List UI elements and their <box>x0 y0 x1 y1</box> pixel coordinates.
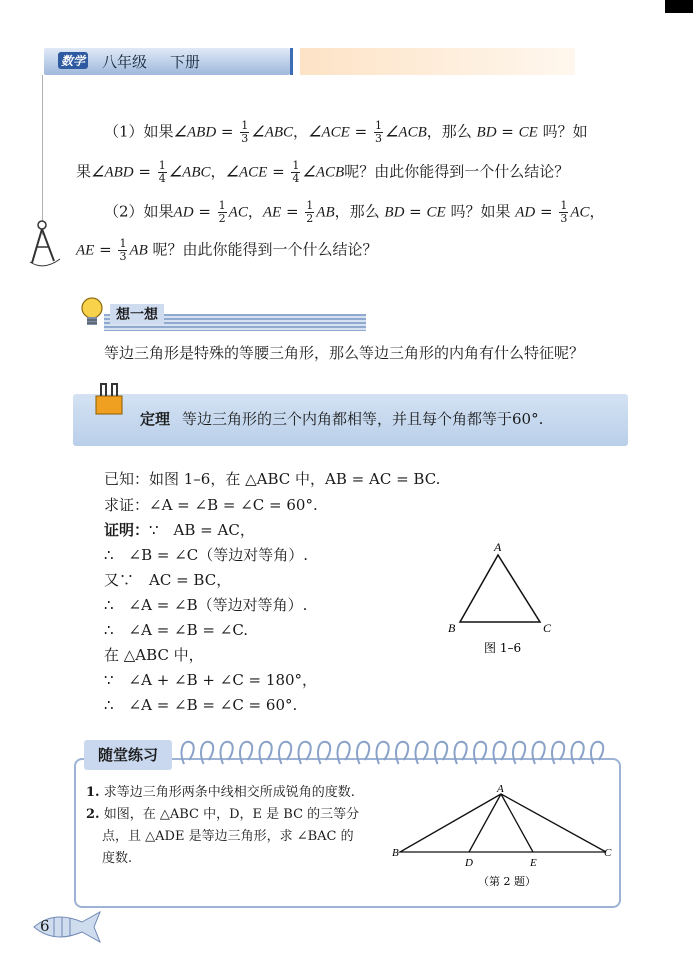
fraction-one-third: $\frac{1}{3}$ <box>119 237 127 263</box>
notebook-ring <box>513 742 525 764</box>
fraction-one-half: $\frac{1}{2}$ <box>218 199 226 225</box>
item-text: 求等边三角形两条中线相交所成锐角的度数. <box>103 785 355 800</box>
triangle-abc <box>460 555 540 622</box>
fraction-one-third: $\frac{1}{3}$ <box>241 119 249 145</box>
notebook-ring <box>338 742 350 764</box>
q2-then: ，那么 <box>334 202 380 221</box>
notebook-ring <box>435 742 447 764</box>
q2-question: 吗？如果 <box>450 202 511 221</box>
vertex-c: C <box>604 847 612 859</box>
volume-label: 下册 <box>170 53 201 71</box>
question-2-line-1: （2）如果AD = $\frac{1}{2}$ AC，AE = $\frac{1}{2}$ AB，那么 BD = CE 吗？如果 AD = $\frac{1}{3}$ AC， <box>104 199 605 225</box>
notebook-ring <box>357 742 369 764</box>
practice-item-2-cont: 度数. <box>102 851 133 866</box>
notebook-ring <box>474 742 486 764</box>
practice-item-2 <box>86 804 386 826</box>
page-number: 6 <box>40 917 50 935</box>
proof-to-prove: 求证：∠A = ∠B = ∠C = 60°. <box>104 496 318 514</box>
vertex-a: A <box>494 540 502 554</box>
notebook-ring <box>182 742 194 764</box>
item-number: 2. <box>86 807 100 822</box>
figure-caption: （第 2 题） <box>478 875 536 888</box>
point-e: E <box>530 857 537 869</box>
q1-comma: ， <box>293 122 309 141</box>
practice-item-2-cont: 点，且 △ADE 是等边三角形，求 ∠BAC 的 <box>102 829 354 844</box>
notebook-rings <box>178 738 608 770</box>
theorem-text: 等边三角形的三个内角都相等，并且每个角都等于60°. <box>182 410 544 428</box>
fraction-one-quarter: $\frac{1}{4}$ <box>292 159 300 185</box>
fraction-one-third: $\frac{1}{3}$ <box>374 119 382 145</box>
q1-l2-tail: 呢？由此你能得到一个什么结论？ <box>344 162 570 181</box>
proof-label: 证明： <box>104 521 150 539</box>
notebook-ring <box>299 742 311 764</box>
notebook-ring <box>494 742 506 764</box>
notebook-ring <box>201 742 213 764</box>
proof-step: ∵ AB = AC， <box>149 521 255 539</box>
figure-equilateral-triangle <box>440 540 560 660</box>
notebook-ring <box>416 742 428 764</box>
notebook-ring <box>221 742 233 764</box>
question-1-line-1: （1）如果∠ABD = $\frac{1}{3}$ ∠ABC，∠ACE = $\frac{1}{3}$ ∠ACB，那么 BD = CE 吗？如 <box>104 119 588 145</box>
fraction-one-quarter: $\frac{1}{4}$ <box>158 159 166 185</box>
q2-comma: ， <box>247 202 263 221</box>
question-2-line-2: AE = $\frac{1}{3}$ AB 呢？由此你能得到一个什么结论？ <box>76 237 378 263</box>
figure-caption: 图 1–6 <box>484 641 522 655</box>
proof-step: ∵ ∠A + ∠B + ∠C = 180°， <box>104 671 318 689</box>
q2-l2-tail: 呢？由此你能得到一个什么结论？ <box>152 240 378 259</box>
page-corner-mark <box>665 0 693 13</box>
subject-badge: 数学 <box>58 52 88 69</box>
notebook-ring <box>396 742 408 764</box>
notebook-ring <box>377 742 389 764</box>
triangle-abc <box>400 794 606 852</box>
proof-step: ∴ ∠A = ∠B = ∠C = 60°. <box>104 696 298 714</box>
notebook-ring <box>591 742 603 764</box>
item-text: 如图，在 △ABC 中，D，E 是 BC 的三等分 <box>103 807 360 822</box>
notebook-ring <box>455 742 467 764</box>
practice-items <box>86 782 386 870</box>
notebook-ring <box>240 742 252 764</box>
vertex-b: B <box>392 847 399 859</box>
proof-step: ∴ ∠A = ∠B（等边对等角）. <box>104 596 308 614</box>
fraction-one-half: $\frac{1}{2}$ <box>306 199 314 225</box>
practice-item-1 <box>86 782 386 804</box>
proof-line <box>104 520 255 540</box>
question-1-line-2: 果∠ABD = $\frac{1}{4}$ ∠ABC，∠ACE = $\frac{1}{4}$ ∠ACB呢？由此你能得到一个什么结论？ <box>76 159 570 185</box>
figure-trisection-triangle <box>392 782 617 892</box>
proof-step: 在 △ABC 中， <box>104 646 204 664</box>
theorem-label: 定理 <box>140 410 171 428</box>
q1-l2-lead: 果 <box>76 162 92 181</box>
notebook-ring <box>279 742 291 764</box>
header-divider <box>290 48 293 75</box>
q1-then: ，那么 <box>426 122 472 141</box>
notebook-ring <box>552 742 564 764</box>
proof-given: 已知：如图 1–6，在 △ABC 中，AB = AC = BC. <box>104 470 441 488</box>
q1-l2-comma: ， <box>210 162 226 181</box>
lightbulb-icon <box>80 296 104 330</box>
point-d: D <box>465 857 473 869</box>
notebook-ring <box>260 742 272 764</box>
notebook-ring <box>533 742 545 764</box>
notebook-ring <box>318 742 330 764</box>
compass-icon <box>28 215 70 270</box>
margin-line <box>42 75 43 235</box>
header-band <box>300 48 575 75</box>
proof-step: ∴ ∠A = ∠B = ∠C. <box>104 621 249 639</box>
theorem-statement <box>140 408 543 429</box>
q1-question: 吗？如 <box>542 122 588 141</box>
vertex-b: B <box>448 621 456 635</box>
proof-step: 又∵ AC = BC， <box>104 571 232 589</box>
q1-lead: （1）如果 <box>104 122 174 141</box>
think-title: 想一想 <box>110 304 164 324</box>
practice-title: 随堂练习 <box>84 740 172 770</box>
item-number: 1. <box>86 785 100 800</box>
notebook-ring <box>572 742 584 764</box>
vertex-c: C <box>543 621 552 635</box>
vertex-a: A <box>497 783 504 795</box>
think-text: 等边三角形是特殊的等腰三角形，那么等边三角形的内角有什么特征呢？ <box>104 344 585 362</box>
binder-clip-icon <box>92 380 126 416</box>
proof-step: ∴ ∠B = ∠C（等边对等角）. <box>104 546 309 564</box>
grade-label: 八年级 <box>102 53 148 71</box>
fraction-one-third: $\frac{1}{3}$ <box>560 199 568 225</box>
q2-lead: （2）如果 <box>104 202 174 221</box>
header-bar <box>44 48 290 75</box>
